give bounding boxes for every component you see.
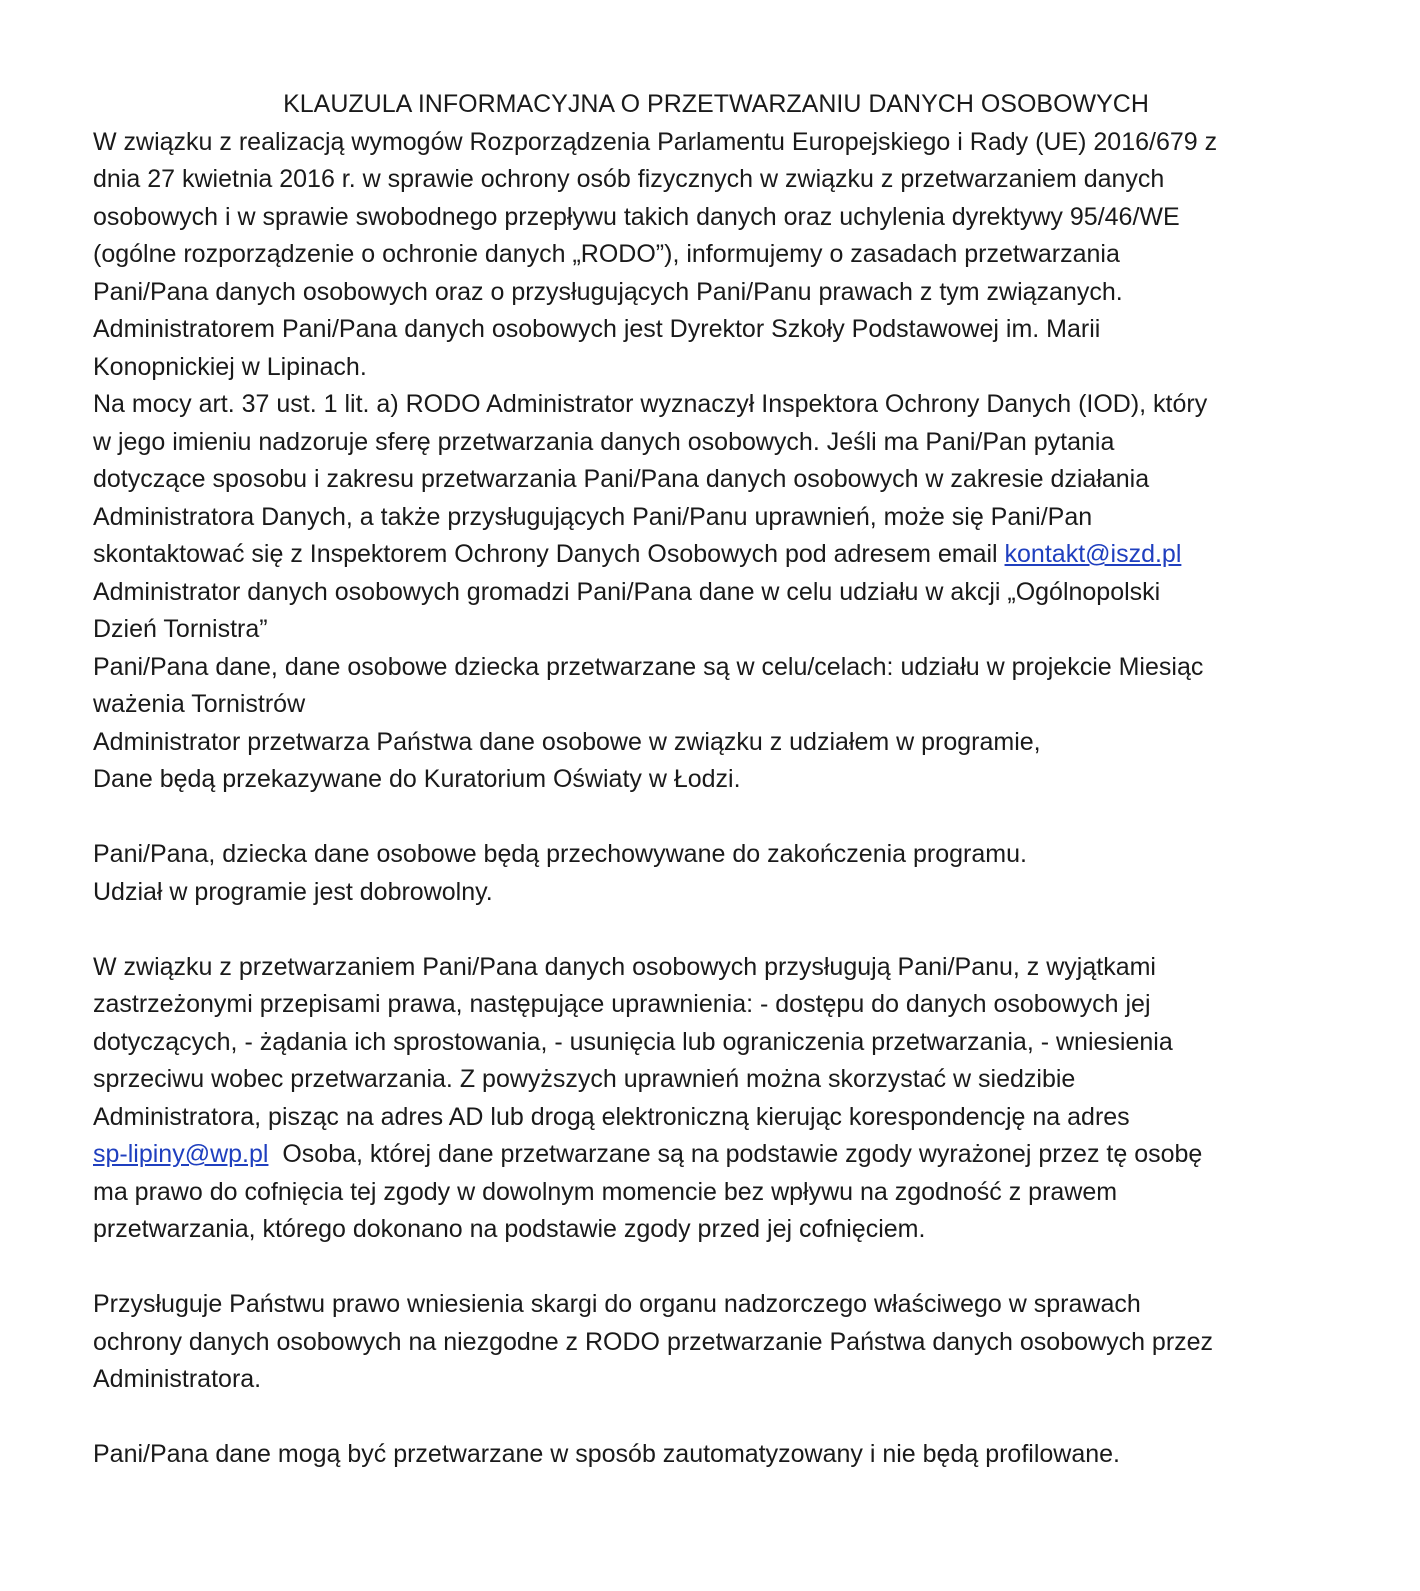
- text-line: osobowych i w sprawie swobodnego przepływu takich danych oraz uchylenia dyrektywy 95/46/WE: [93, 202, 1180, 231]
- school-email-line: [93, 1136, 1343, 1174]
- text-line: Konopnickiej w Lipinach.: [93, 352, 367, 381]
- text-line: Pani/Pana danych osobowych oraz o przysługujących Pani/Panu prawach z tym związanych.: [93, 277, 1123, 306]
- rights-paragraph: [93, 949, 1343, 1249]
- text-line: Dzień Tornistra”: [93, 615, 268, 643]
- text-line: W związku z realizacją wymogów Rozporządzenia Parlamentu Europejskiego i Rady (UE) 2016/679 z: [93, 127, 1218, 156]
- text-line: w jego imieniu nadzoruje sferę przetwarzania danych osobowych. Jeśli ma Pani/Pan pytania: [93, 427, 1115, 456]
- text-line: Pani/Pana dane mogą być przetwarzane w sposób zautomatyzowany i nie będą profilowane.: [93, 1440, 1121, 1468]
- contact-line-text: skontaktować się z Inspektorem Ochrony Danych Osobowych pod adresem email: [93, 540, 1005, 568]
- text-line: ochrony danych osobowych na niezgodne z RODO przetwarzanie Państwa danych osobowych przez: [93, 1327, 1214, 1356]
- iod-email-link[interactable]: kontakt@iszd.pl: [1004, 540, 1182, 568]
- text-line: Przysługuje Państwu prawo wniesienia skargi do organu nadzorczego właściwego w sprawach: [93, 1290, 1141, 1318]
- paragraph-gap: [93, 1399, 1343, 1437]
- intro-paragraph: [93, 124, 1343, 799]
- text-line: dotyczących, - żądania ich sprostowania, - usunięcia lub ograniczenia przetwarzania, - wniesienia: [93, 1027, 1173, 1056]
- text-line: przetwarzania, którego dokonano na podstawie zgody przed jej cofnięciem.: [93, 1215, 926, 1243]
- paragraph-gap: [93, 1249, 1343, 1287]
- text-line: W związku z przetwarzaniem Pani/Pana danych osobowych przysługują Pani/Panu, z wyjątkami: [93, 952, 1156, 981]
- text-line: Administratora, pisząc na adres AD lub drogą elektroniczną kierując korespondencję na adres: [93, 1102, 1130, 1131]
- text-line: Administrator przetwarza Państwa dane osobowe w związku z udziałem w programie,: [93, 727, 1041, 756]
- document-page: [93, 86, 1343, 1474]
- text-line: dnia 27 kwietnia 2016 r. w sprawie ochrony osób fizycznych w związku z przetwarzaniem danych: [93, 165, 1165, 193]
- text-line: Administrator danych osobowych gromadzi Pani/Pana dane w celu udziału w akcji „Ogólnopolski: [93, 577, 1161, 606]
- document-title: KLAUZULA INFORMACYJNA O PRZETWARZANIU DANYCH OSOBOWYCH: [283, 90, 1149, 118]
- text-line: dotyczące sposobu i zakresu przetwarzania Pani/Pana danych osobowych w zakresie działania: [93, 465, 1150, 493]
- text-line: (ogólne rozporządzenie o ochronie danych „RODO”), informujemy o zasadach przetwarzania: [93, 240, 1120, 268]
- school-email-link[interactable]: sp-lipiny@wp.pl: [93, 1140, 269, 1168]
- text-line: Udział w programie jest dobrowolny.: [93, 877, 493, 906]
- text-line: Pani/Pana, dziecka dane osobowe będą przechowywane do zakończenia programu.: [93, 840, 1027, 868]
- text-line: ma prawo do cofnięcia tej zgody w dowolnym momencie bez wpływu na zgodność z prawem: [93, 1177, 1118, 1206]
- complaint-paragraph: [93, 1286, 1343, 1399]
- school-email-line-rest: Osoba, której dane przetwarzane są na podstawie zgody wyrażonej przez tę osobę: [268, 1140, 1203, 1168]
- text-line: zastrzeżonymi przepisami prawa, następujące uprawnienia: - dostępu do danych osobowych jej: [93, 990, 1151, 1018]
- text-line: Dane będą przekazywane do Kuratorium Oświaty w Łodzi.: [93, 765, 741, 793]
- paragraph-gap: [93, 911, 1343, 949]
- text-line: Administratora Danych, a także przysługujących Pani/Panu uprawnień, może się Pani/Pan: [93, 502, 1093, 531]
- text-line: Pani/Pana dane, dane osobowe dziecka przetwarzane są w celu/celach: udziału w projekcie Miesiąc: [93, 652, 1204, 681]
- text-line: ważenia Tornistrów: [93, 690, 306, 718]
- profiling-paragraph: [93, 1436, 1343, 1474]
- text-line: Administratora.: [93, 1365, 262, 1393]
- retention-paragraph: [93, 836, 1343, 911]
- paragraph-gap: [93, 799, 1343, 837]
- text-line: Na mocy art. 37 ust. 1 lit. a) RODO Administrator wyznaczył Inspektora Ochrony Danych (IOD), który: [93, 390, 1208, 418]
- text-line: sprzeciwu wobec przetwarzania. Z powyższych uprawnień można skorzystać w siedzibie: [93, 1065, 1076, 1093]
- text-line: Administratorem Pani/Pana danych osobowych jest Dyrektor Szkoły Podstawowej im. Marii: [93, 315, 1101, 343]
- contact-line: [93, 536, 1343, 574]
